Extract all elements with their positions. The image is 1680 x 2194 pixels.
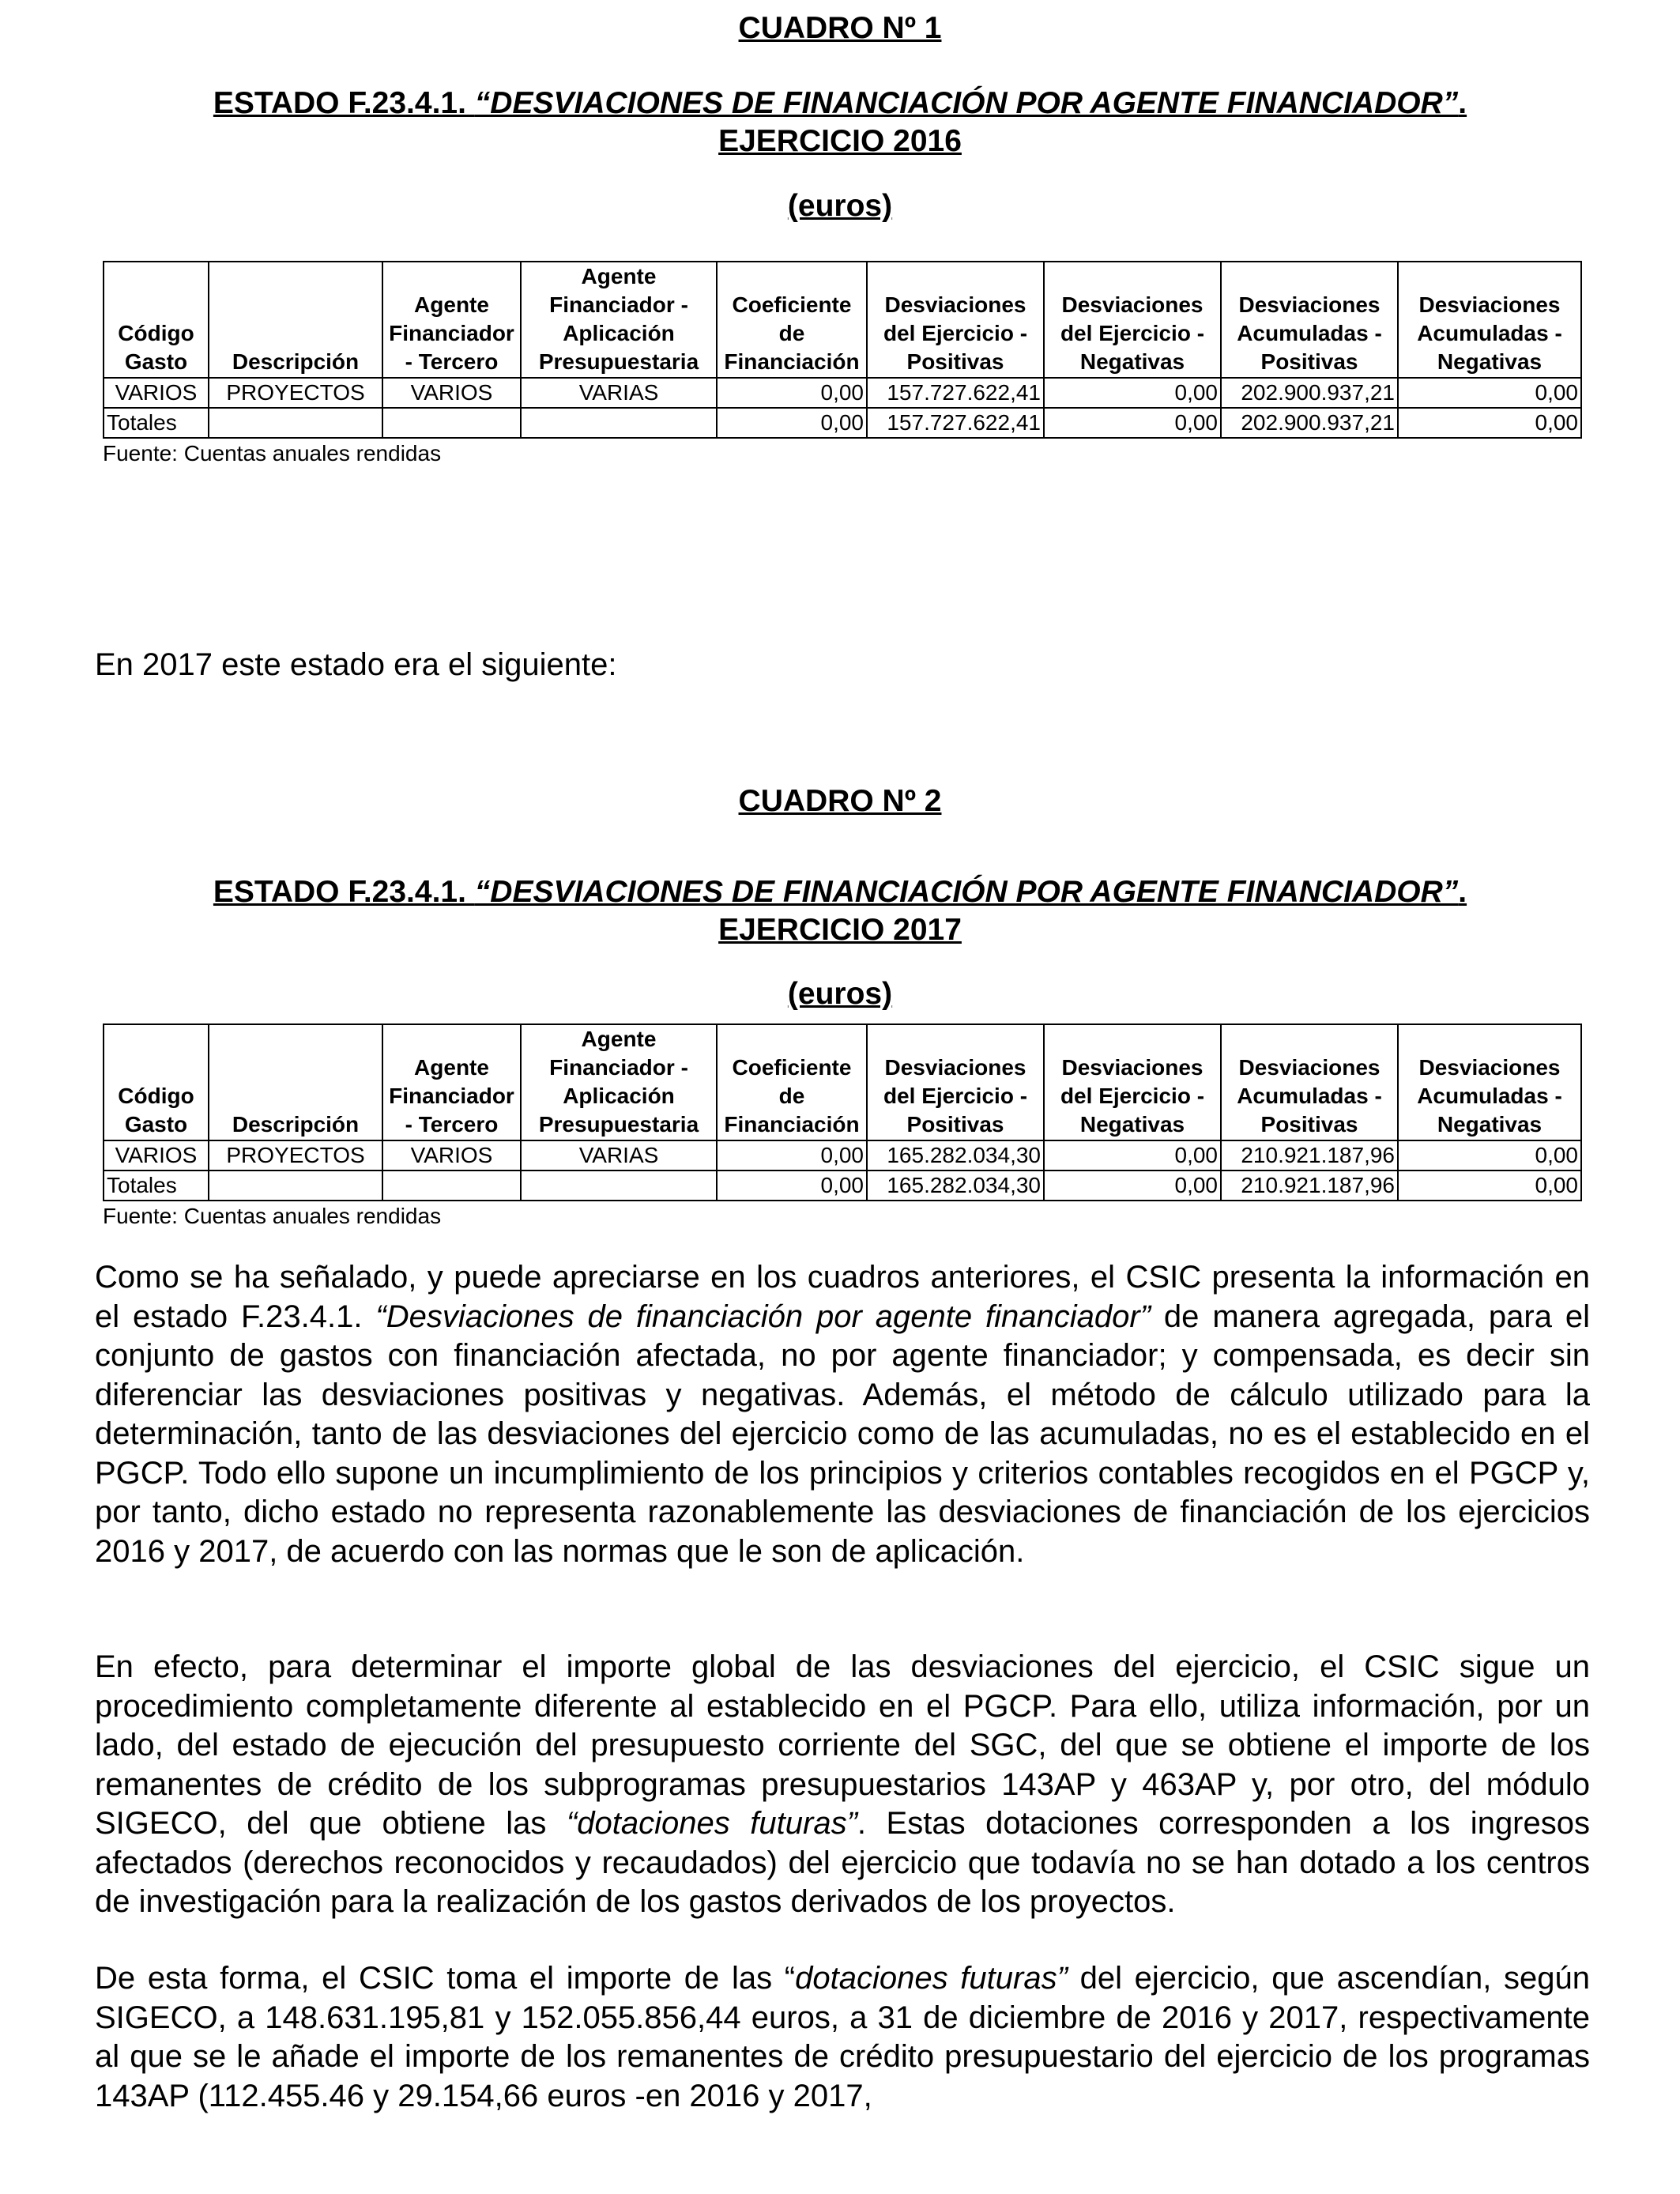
cuadro-1-year: EJERCICIO 2016 [718,124,962,158]
header-line: Negativas [1437,1112,1543,1137]
header-agente-tercero [382,1024,521,1140]
header-line: Descripción [232,1112,360,1137]
table-cell: VARIOS [382,1140,521,1171]
table-cell: Totales [104,408,209,438]
table-cell: PROYECTOS [209,378,382,408]
header-desv-ejercicio-negativas [1044,1024,1221,1140]
header-desv-acumuladas-positivas [1221,262,1398,378]
paragraph-1-text-c: de manera agregada, para el conjunto de gastos con financiación afectada, no por agente financiador; y compensada, es decir sin diferenciar las desviaciones positivas y negativas. Además, el método de cálculo utilizado para la determinación, tanto de las desviaciones del ejercicio como de las acumuladas, no es el establecido en el PGCP. Todo ello supone un incumplimiento de los principios y criterios contables recogidos en el PGCP y, por tanto, dicho estado no representa razonablemente las desviaciones de financiación de los ejercicios 2016 y 2017, de acuerdo con las normas que le son de aplicación. [95,1299,1591,1569]
header-line: Financiación [724,349,860,374]
header-line: Presupuestaria [538,349,699,374]
header-descripcion [209,262,382,378]
table-cell [209,408,382,438]
cuadro-2-title-suffix: . [1458,875,1467,909]
table-cell: 0,00 [1398,1171,1581,1201]
table-cell [209,1171,382,1201]
header-desv-ejercicio-negativas [1044,262,1221,378]
table-cell [382,408,521,438]
header-line: Desviaciones [1418,292,1561,317]
table-cell: VARIAS [521,378,717,408]
table-cell: 0,00 [717,378,867,408]
header-line: Financiador - [549,292,688,317]
header-line: Desviaciones [1418,1055,1561,1080]
header-line: Positivas [1260,1112,1358,1137]
header-line: del Ejercicio - [883,321,1028,345]
header-line: - Tercero [405,1112,499,1137]
header-line: Descripción [232,349,360,374]
cuadro-2-header-row [104,1024,1581,1140]
table-cell: VARIOS [382,378,521,408]
header-line: Acumuladas - [1417,1084,1562,1108]
table-cell: PROYECTOS [209,1140,382,1171]
header-line: Coeficiente [732,1055,852,1080]
table-cell: 0,00 [717,1140,867,1171]
cuadro-2-label: CUADRO Nº 2 [738,784,942,818]
cuadro-2-year: EJERCICIO 2017 [718,913,962,947]
table-cell: 0,00 [1398,1140,1581,1171]
table-cell: 0,00 [1044,408,1221,438]
table-cell: 165.282.034,30 [867,1140,1044,1171]
table-cell: VARIAS [521,1140,717,1171]
header-codigo-gasto [104,1024,209,1140]
table-cell: 157.727.622,41 [867,408,1044,438]
header-line: Acumuladas - [1417,321,1562,345]
header-agente-aplicacion [521,1024,717,1140]
cuadro-1-title [0,85,1680,123]
header-line: Acumuladas - [1237,321,1382,345]
header-line: - Tercero [405,349,499,374]
header-line: Positivas [906,349,1004,374]
cuadro-1-header-row [104,262,1581,378]
header-line: Gasto [124,1112,188,1137]
table-cell [521,1171,717,1201]
paragraph-1-text-a: Como se ha señalado, y puede apreciarse en los cuadros anteriores, el CSIC presenta la información en el estado F.23.4.1. [95,1260,1590,1334]
cuadro-2-body [104,1140,1581,1201]
header-desv-ejercicio-positivas [867,262,1044,378]
table-cell: 210.921.187,96 [1221,1140,1398,1171]
header-line: del Ejercicio - [1060,1084,1205,1108]
table-cell: 210.921.187,96 [1221,1171,1398,1201]
table-row [104,1140,1581,1171]
header-line: Financiador [389,321,514,345]
table-cell: VARIOS [104,378,209,408]
cuadro-2-title-italic: “DESVIACIONES DE FINANCIACIÓN POR AGENTE FINANCIADOR” [474,875,1459,909]
header-line: Financiador [389,1084,514,1108]
paragraph-3-italic: dotaciones futuras” [795,1961,1068,1996]
header-line: del Ejercicio - [1060,321,1205,345]
header-desv-acumuladas-positivas [1221,1024,1398,1140]
header-codigo-gasto [104,262,209,378]
table-cell: Totales [104,1171,209,1201]
cuadro-1-body [104,378,1581,438]
cuadro-1-title-suffix: . [1458,86,1467,120]
table-cell: 0,00 [1398,408,1581,438]
paragraph-2-text-a: En efecto, para determinar el importe global de las desviaciones del ejercicio, el CSIC sigue un procedimiento completamente diferente al establecido en el PGCP. Para ello, utiliza información, por un lado, del estado de ejecución del presupuesto corriente del SGC, del que se obtiene el importe de los remanentes de crédito de los subprogramas presupuestarios 143AP y 463AP y, por otro, del módulo SIGECO, del que obtiene las [95,1649,1590,1841]
header-line: Aplicación [563,1084,675,1108]
header-coeficiente [717,262,867,378]
paragraph-2-text-c: . Estas dotaciones corresponden a los ingresos afectados (derechos reconocidos y recaudados) del ejercicio que todavía no se han dotado a los centros de investigación para la realización de los gastos derivados de los proyectos. [95,1806,1590,1919]
paragraph-3-text-c: del ejercicio, que ascendían, según SIGECO, a 148.631.195,81 y 152.055.856,44 euros, a 31 de diciembre de 2016 y 2017, respectivamente al que se le añade el importe de los remanentes de crédito presupuestario del ejercicio de los programas 143AP (112.455.46 y 29.154,66 euros -en 2016 y 2017, [95,1961,1591,2113]
header-line: Desviaciones [884,1055,1026,1080]
header-line: Desviaciones [1238,1055,1381,1080]
cuadro-2-table [103,1023,1582,1201]
cuadro-2-title-prefix: ESTADO F.23.4.1. [213,875,475,909]
table-cell [521,408,717,438]
header-line: Desviaciones [1061,1055,1203,1080]
header-line: Código [118,321,194,345]
cuadro-2-unit: (euros) [787,977,893,1011]
header-line: Negativas [1079,349,1185,374]
cuadro-1-unit: (euros) [787,189,893,223]
table-row [104,378,1581,408]
header-line: Aplicación [563,321,675,345]
paragraph-1-italic: “Desviaciones de financiación por agente financiador” [375,1299,1151,1334]
intro-text: En 2017 este estado era el siguiente: [95,647,617,682]
header-line: Negativas [1437,349,1543,374]
header-line: Agente [414,292,489,317]
cuadro-1-source: Fuente: Cuentas anuales rendidas [103,441,442,466]
table-cell: VARIOS [104,1140,209,1171]
header-line: Agente [414,1055,489,1080]
header-line: Gasto [124,349,188,374]
table-cell: 202.900.937,21 [1221,378,1398,408]
header-line: Presupuestaria [538,1112,699,1137]
header-agente-tercero [382,262,521,378]
table-cell [382,1171,521,1201]
paragraph-3-text-a: De esta forma, el CSIC toma el importe de las “ [95,1961,796,1996]
header-line: Agente [581,1027,657,1051]
header-line: Desviaciones [884,292,1026,317]
table-cell: 157.727.622,41 [867,378,1044,408]
header-line: Coeficiente [732,292,852,317]
header-line: Positivas [906,1112,1004,1137]
header-desv-ejercicio-positivas [867,1024,1044,1140]
totals-row [104,1171,1581,1201]
cuadro-2-title [0,873,1680,911]
paragraph-3 [95,1959,1590,2116]
header-line: Desviaciones [1238,292,1381,317]
header-line: Acumuladas - [1237,1084,1382,1108]
paragraph-2-italic: “dotaciones futuras” [566,1806,857,1841]
table-cell: 0,00 [717,408,867,438]
header-line: Negativas [1079,1112,1185,1137]
table-cell: 0,00 [1044,1171,1221,1201]
header-desv-acumuladas-negativas [1398,1024,1581,1140]
cuadro-1-title-italic: “DESVIACIONES DE FINANCIACIÓN POR AGENTE FINANCIADOR” [474,86,1459,120]
table-cell: 165.282.034,30 [867,1171,1044,1201]
cuadro-2-source: Fuente: Cuentas anuales rendidas [103,1204,442,1228]
header-line: del Ejercicio - [883,1084,1028,1108]
header-line: Código [118,1084,194,1108]
cuadro-1-table [103,261,1582,439]
table-cell: 0,00 [1044,378,1221,408]
cuadro-1-title-prefix: ESTADO F.23.4.1. [213,86,475,120]
header-coeficiente [717,1024,867,1140]
header-agente-aplicacion [521,262,717,378]
paragraph-1 [95,1258,1590,1571]
table-cell: 0,00 [1398,378,1581,408]
table-cell: 0,00 [1044,1140,1221,1171]
header-line: Financiador - [549,1055,688,1080]
table-cell: 0,00 [717,1171,867,1201]
header-desv-acumuladas-negativas [1398,262,1581,378]
header-line: Financiación [724,1112,860,1137]
header-line: de [778,1084,805,1108]
header-line: de [778,321,805,345]
totals-row [104,408,1581,438]
header-line: Agente [581,264,657,288]
header-descripcion [209,1024,382,1140]
cuadro-1-label: CUADRO Nº 1 [738,11,942,45]
header-line: Positivas [1260,349,1358,374]
header-line: Desviaciones [1061,292,1203,317]
table-cell: 202.900.937,21 [1221,408,1398,438]
paragraph-2 [95,1648,1590,1922]
